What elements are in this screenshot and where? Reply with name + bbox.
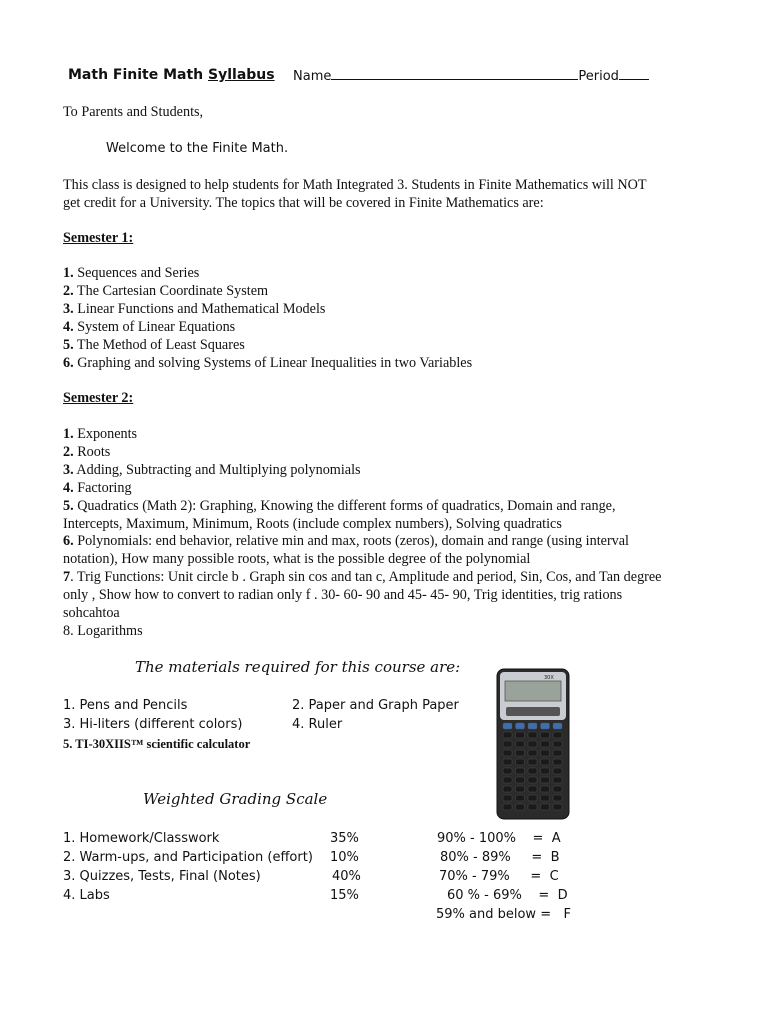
page-title [68, 67, 275, 83]
topic-text: Roots [73, 443, 111, 460]
topic-number: 1. [63, 265, 74, 281]
calculator-key [528, 795, 537, 801]
materials-heading: The materials required for this course are: [135, 658, 461, 676]
calculator-item: 5. TI-30XIIS™ scientific calculator [63, 737, 251, 751]
topic-number: 6. [63, 354, 74, 371]
topic-text: Exponents [73, 426, 138, 442]
topic-item [63, 319, 472, 337]
topic-number: 4. [63, 479, 74, 496]
calculator-key [541, 786, 550, 792]
grade-category-weight: 35% [330, 831, 359, 846]
topic-number: 1. [63, 426, 74, 442]
topic-number: 4. [63, 318, 74, 335]
name-blank[interactable] [331, 68, 578, 80]
calculator-key [516, 804, 525, 810]
grade-scale-row: 90% - 100% = A [437, 831, 561, 846]
intro-line-1: This class is designed to help students for Math Integrated 3. Students in Finite Mathematics will NOT [63, 177, 647, 193]
topic-text: . Trig Functions: Unit circle b . Graph sin cos and tan c, Amplitude and period, Sin, Cos, and Tan degree [70, 569, 662, 586]
grade-category-weight: 10% [330, 850, 359, 865]
grade-category-weight: 15% [330, 888, 359, 903]
topic-text: The Cartesian Coordinate System [73, 282, 269, 299]
grade-category-label: 2. Warm-ups, and Participation (effort) [63, 850, 313, 865]
calculator-key [516, 723, 525, 729]
semester-2-topics [63, 426, 661, 641]
grade-category-label: 3. Quizzes, Tests, Final (Notes) [63, 869, 261, 884]
topic-text: 8. Logarithms [63, 622, 143, 639]
calculator-key [553, 723, 562, 729]
calculator-key [541, 768, 550, 774]
topic-item [63, 355, 472, 373]
material-item: 2. Paper and Graph Paper [292, 698, 459, 713]
calculator-key [553, 750, 562, 756]
material-item: 4. Ruler [292, 717, 343, 732]
calculator-key [503, 786, 512, 792]
calculator-key [541, 795, 550, 801]
grade-category-label: 1. Homework/Classwork [63, 831, 220, 846]
calculator-key [516, 741, 525, 747]
calculator-key [541, 750, 550, 756]
calculator-key [553, 759, 562, 765]
calculator-image [496, 668, 570, 820]
topic-number: 5. [63, 497, 74, 514]
topic-item [63, 283, 472, 301]
calculator-key [516, 759, 525, 765]
topic-text: notation), How many possible roots, what is the possible degree of the polynomial [63, 551, 531, 568]
greeting: To Parents and Students, [63, 104, 204, 120]
calculator-key [516, 786, 525, 792]
calculator-key [503, 795, 512, 801]
calculator-key [516, 732, 525, 738]
calculator-key [528, 723, 537, 729]
welcome-line: Welcome to the Finite Math. [106, 141, 289, 156]
topic-item [63, 533, 661, 551]
calculator-key [516, 777, 525, 783]
topic-text: Graphing and solving Systems of Linear Inequalities in two Variables [73, 354, 473, 371]
calculator-key [516, 795, 525, 801]
course-title: Math Finite Math [68, 67, 209, 83]
calculator-key [516, 750, 525, 756]
topic-item [63, 301, 472, 319]
calculator-key [541, 804, 550, 810]
calculator-key [528, 804, 537, 810]
name-label: Name [293, 69, 332, 84]
calculator-key [541, 741, 550, 747]
topic-text: Factoring [73, 479, 132, 496]
calculator-key [528, 768, 537, 774]
intro-line-2: get credit for a University. The topics that will be covered in Finite Mathematics are: [63, 195, 544, 211]
calculator-key [553, 795, 562, 801]
topic-text: Adding, Subtracting and Multiplying polynomials [73, 461, 361, 478]
topic-number: 3. [63, 461, 74, 478]
calculator-key [503, 750, 512, 756]
topic-item [63, 551, 661, 569]
topic-item [63, 587, 661, 605]
calculator-key [503, 759, 512, 765]
calculator-key [528, 759, 537, 765]
calculator-key [553, 804, 562, 810]
calculator-key [503, 741, 512, 747]
grade-scale-row: 60 % - 69% = D [447, 888, 568, 903]
topic-text: Intercepts, Maximum, Minimum, Roots (include complex numbers), Solving quadratics [63, 515, 562, 532]
grade-scale-row: 70% - 79% = C [439, 869, 559, 884]
material-item: 1. Pens and Pencils [63, 698, 188, 713]
topic-number: 6. [63, 533, 74, 550]
grading-heading: Weighted Grading Scale [143, 790, 328, 808]
topic-number: 2. [63, 282, 74, 299]
topic-item [63, 605, 661, 623]
topic-item [63, 569, 661, 587]
semester-1-topics [63, 265, 472, 372]
semester-1-heading: Semester 1: [63, 230, 134, 246]
topic-text: System of Linear Equations [73, 318, 236, 335]
topic-item [63, 265, 472, 283]
topic-number: 5. [63, 336, 74, 353]
grade-category-weight: 40% [332, 869, 361, 884]
calculator-key [541, 723, 550, 729]
period-label: Period [578, 69, 619, 84]
topic-number: 3. [63, 300, 74, 317]
calculator-key [528, 777, 537, 783]
topic-item [63, 444, 661, 462]
calculator-key [553, 732, 562, 738]
calculator-key [503, 723, 512, 729]
topic-text: Linear Functions and Mathematical Models [73, 300, 326, 317]
topic-item [63, 480, 661, 498]
calculator-key [503, 777, 512, 783]
calculator-key [503, 732, 512, 738]
calculator-key [553, 768, 562, 774]
calculator-key [541, 732, 550, 738]
semester-2-heading: Semester 2: [63, 390, 134, 406]
calculator-key [503, 768, 512, 774]
syllabus-word: Syllabus [208, 67, 275, 83]
topic-text: Quadratics (Math 2): Graphing, Knowing the different forms of quadratics, Domain and range, [73, 497, 616, 514]
topic-text: Sequences and Series [73, 265, 200, 281]
topic-text: The Method of Least Squares [73, 336, 245, 353]
grade-scale-row: 80% - 89% = B [440, 850, 560, 865]
material-item: 3. Hi-liters (different colors) [63, 717, 243, 732]
topic-text: Polynomials: end behavior, relative min and max, roots (zeros), domain and range (using interval [73, 533, 629, 550]
topic-item [63, 462, 661, 480]
topic-number: 7 [63, 569, 71, 586]
calculator-key [528, 750, 537, 756]
topic-item [63, 337, 472, 355]
calculator-key [516, 768, 525, 774]
period-blank[interactable] [619, 68, 649, 80]
topic-number: 2. [63, 443, 74, 460]
calculator-key [553, 786, 562, 792]
topic-text: only , Show how to convert to radian only f . 30- 60- 90 and 45- 45- 90, Trig identities, trig rations [63, 587, 623, 604]
calculator-key [528, 741, 537, 747]
topic-item [63, 498, 661, 516]
calculator-key [541, 759, 550, 765]
calculator-key [528, 786, 537, 792]
calculator-key [528, 732, 537, 738]
calculator-model-label: 30X [544, 675, 554, 681]
grade-category-label: 4. Labs [63, 888, 110, 903]
topic-item [63, 623, 661, 641]
grade-scale-row: 59% and below = F [436, 907, 571, 922]
calculator-key [503, 804, 512, 810]
calculator-key [553, 741, 562, 747]
name-period-fields [293, 68, 649, 84]
topic-text: sohcahtoa [63, 605, 120, 622]
calculator-key [553, 777, 562, 783]
calculator-key [541, 777, 550, 783]
topic-item [63, 426, 661, 444]
topic-item [63, 516, 661, 534]
